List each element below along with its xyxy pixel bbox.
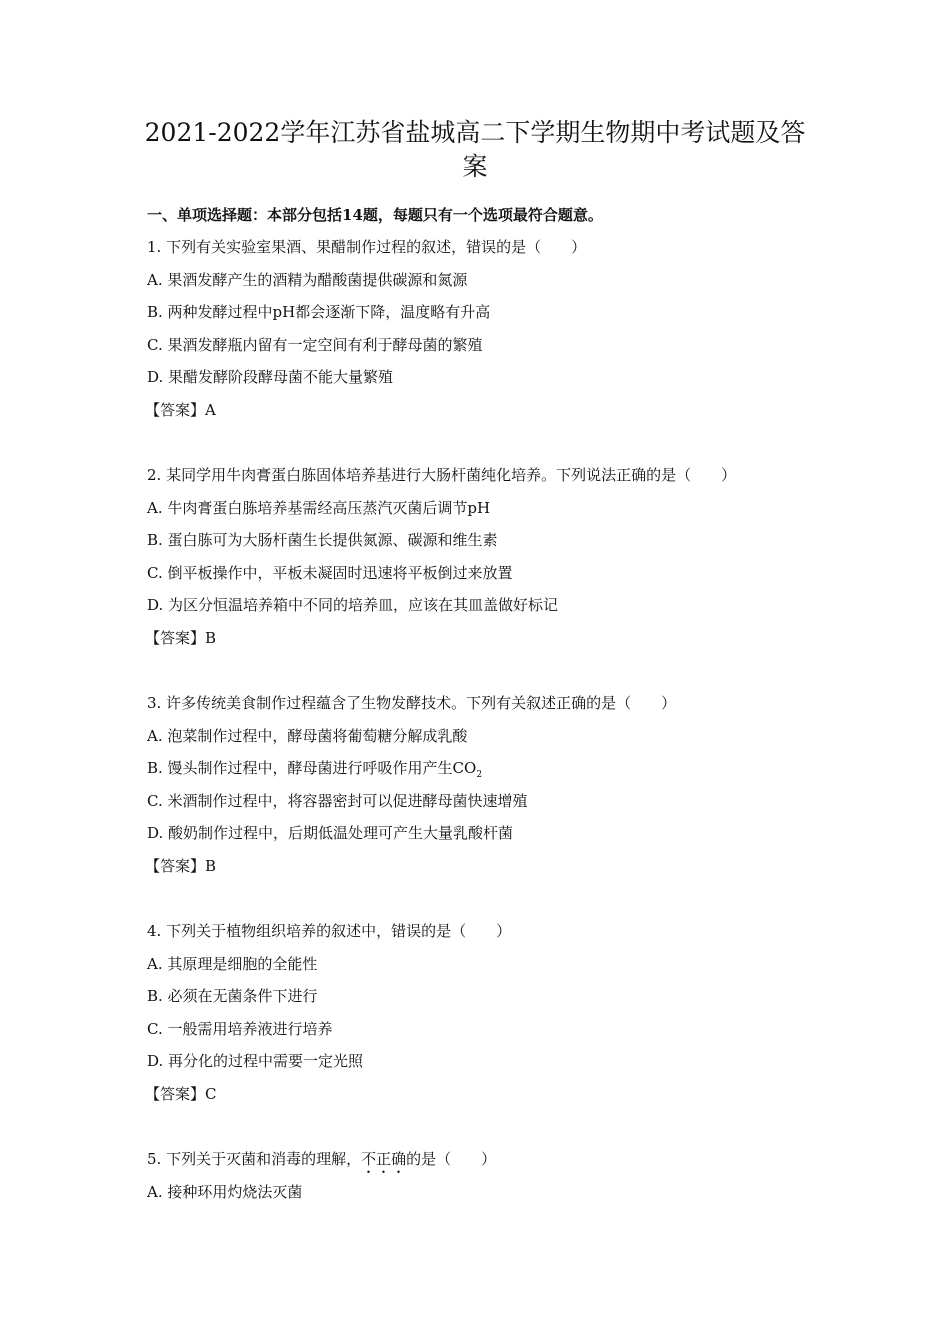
document-title [140, 116, 810, 184]
question-3-option-b-subscript: 2 [476, 770, 483, 780]
question-4-option-a: A. 其原理是细胞的全能性 [147, 955, 318, 973]
question-4-option-c: C. 一般需用培养液进行培养 [147, 1020, 333, 1038]
question-4-option-d: D. 再分化的过程中需要一定光照 [147, 1052, 364, 1070]
question-4-answer: 【答案】C [145, 1085, 217, 1103]
question-1-option-b: B. 两种发酵过程中pH都会逐渐下降，温度略有升高 [147, 303, 491, 321]
question-4-option-b: B. 必须在无菌条件下进行 [147, 987, 318, 1005]
section-header: 一、单项选择题：本部分包括14题，每题只有一个选项最符合题意。 [147, 206, 603, 224]
question-3-option-c: C. 米酒制作过程中，将容器密封可以促进酵母菌快速增殖 [147, 792, 528, 810]
question-2-option-c: C. 倒平板操作中，平板未凝固时迅速将平板倒过来放置 [147, 564, 513, 582]
question-2-option-a: A. 牛肉膏蛋白胨培养基需经高压蒸汽灭菌后调节pH [147, 499, 491, 517]
question-5-stem-post: 的是（ ） [406, 1150, 497, 1168]
question-4-stem: 4. 下列关于植物组织培养的叙述中，错误的是（ ） [147, 922, 512, 940]
question-2-stem: 2. 某同学用牛肉膏蛋白胨固体培养基进行大肠杆菌纯化培养。下列说法正确的是（ ） [147, 466, 737, 484]
question-1-option-a: A. 果酒发酵产生的酒精为醋酸菌提供碳源和氮源 [147, 271, 468, 289]
title-line-2: 案 [462, 152, 488, 181]
question-3-stem: 3. 许多传统美食制作过程蕴含了生物发酵技术。下列有关叙述正确的是（ ） [147, 694, 677, 712]
question-5-stem-emphasis: 不正确 [361, 1150, 407, 1168]
question-2-option-d: D. 为区分恒温培养箱中不同的培养皿，应该在其皿盖做好标记 [147, 596, 559, 614]
question-3-answer: 【答案】B [145, 857, 217, 875]
question-3-option-b-text: B. 馒头制作过程中，酵母菌进行呼吸作用产生CO [147, 759, 477, 777]
question-1-option-d: D. 果醋发酵阶段酵母菌不能大量繁殖 [147, 368, 394, 386]
question-1-answer: 【答案】A [145, 401, 216, 419]
question-5-stem [147, 1149, 496, 1177]
question-2-option-b: B. 蛋白胨可为大肠杆菌生长提供氮源、碳源和维生素 [147, 531, 498, 549]
question-3-option-a: A. 泡菜制作过程中，酵母菌将葡萄糖分解成乳酸 [147, 727, 468, 745]
question-3-option-b [147, 758, 482, 785]
question-3-option-d: D. 酸奶制作过程中，后期低温处理可产生大量乳酸杆菌 [147, 824, 514, 842]
question-1-option-c: C. 果酒发酵瓶内留有一定空间有利于酵母菌的繁殖 [147, 336, 483, 354]
question-5-option-a: A. 接种环用灼烧法灭菌 [147, 1183, 303, 1201]
question-5-stem-pre: 5. 下列关于灭菌和消毒的理解， [147, 1150, 362, 1168]
title-line-1: 2021-2022学年江苏省盐城高二下学期生物期中考试题及答 [144, 118, 806, 147]
question-2-answer: 【答案】B [145, 629, 217, 647]
question-1-stem: 1. 下列有关实验室果酒、果醋制作过程的叙述，错误的是（ ） [147, 238, 587, 256]
